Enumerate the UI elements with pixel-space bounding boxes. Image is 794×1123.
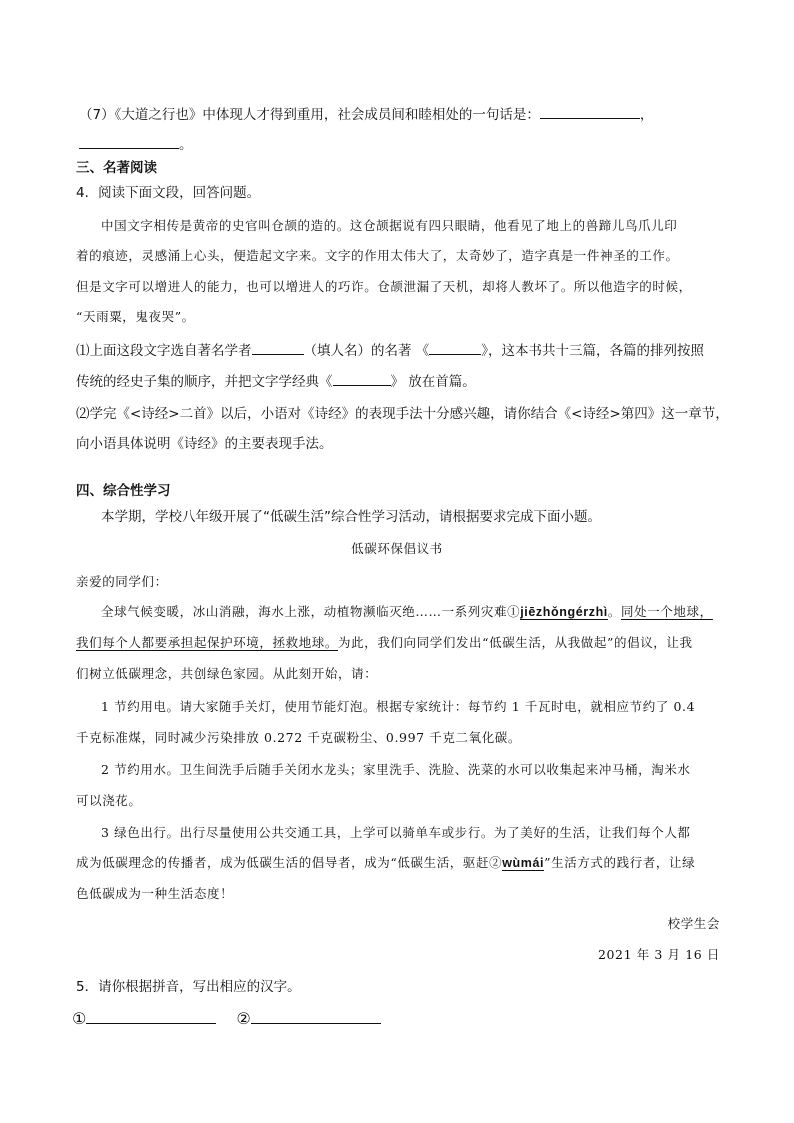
letter-title: 低碳环保倡议书 [351, 541, 443, 556]
q4-title: 4．阅读下面文段，回答问题。 [76, 185, 261, 201]
passage-line-2: 着的痕迹，灵感涌上心头，便造起文字来。文字的作用太伟大了，太奇妙了，造字真是一件神圣的工作。 [76, 248, 679, 263]
item3-mark-2: ② [489, 855, 503, 870]
letter-item3-line-3: 色低碳成为一种生活态度！ [76, 886, 234, 901]
sub1-part-2: （填人名）的名著 《 [303, 343, 430, 359]
passage-line-1: 中国文字相传是黄帝的史官叫仓颉的造的。这仓颉据说有四只眼睛，他看见了地上的兽蹄儿鸟爪儿印 [101, 218, 678, 233]
section4-heading: 四、综合性学习 [76, 483, 171, 499]
q4-sub2-line-2: 向小语具体说明《诗经》的主要表现手法。 [76, 436, 333, 452]
letter-date: 2021 年 3 月 16 日 [597, 947, 720, 962]
q7-line [79, 104, 653, 125]
letter-salutation: 亲爱的同学们： [76, 574, 168, 589]
p1-text-a: 全球气候变暖，冰山消融，海水上涨，动植物濒临灭绝……一系列灾难 [101, 604, 508, 619]
letter-item1-line-1: 1 节约用电。请大家随手关灯，使用节能灯泡。根据专家统计：每节约 1 千瓦时电，就相应节约了 0.4 [101, 699, 696, 714]
q5-blank-1[interactable] [86, 1007, 216, 1024]
sub1-blank-author[interactable] [252, 340, 304, 355]
sub1-part-5: 》 放在首篇。 [390, 374, 476, 390]
q7-line-2 [79, 134, 193, 155]
section3-heading: 三、名著阅读 [76, 160, 157, 176]
letter-p1-line-3: 们树立低碳理念，共创绿色家园。从此刻开始，请： [76, 666, 378, 681]
letter-p1-line-2 [76, 633, 693, 653]
letter-item2-line-2: 可以浇花。 [76, 793, 142, 808]
p1-underlined-2: 我们每个人都要承担起保护环境，拯救地球。 [76, 635, 339, 650]
item3-text-b2: ”生活方式的践行者，让绿 [544, 855, 696, 870]
q5-blank-2[interactable] [251, 1007, 381, 1024]
p1-underlined-1: 同处一个地球， [621, 604, 713, 619]
item3-text-b1: 成为低碳理念的传播者，成为低碳生活的倡导者，成为“低碳生活，驱赶 [76, 855, 490, 870]
letter-signature: 校学生会 [667, 916, 720, 931]
p1-text-b: 。 [607, 604, 621, 619]
q5-mark-1: ① [72, 1009, 87, 1028]
q7-blank-1[interactable] [540, 104, 640, 119]
q4-sub1-line-2 [76, 371, 476, 392]
letter-item1-line-2: 千克标准煤，同时减少污染排放 0.272 千克碳粉尘、0.997 千克二氧化碳。 [76, 730, 521, 745]
q5-answers [72, 1007, 381, 1030]
pinyin-2: wùmái [502, 856, 545, 870]
sub1-blank-classic[interactable] [333, 371, 391, 386]
section4-intro: 本学期，学校八年级开展了“低碳生活”综合性学习活动，请根据要求完成下面小题。 [101, 509, 601, 525]
sub1-part-1: ⑴上面这段文字选自著名学者 [76, 343, 252, 359]
sub1-blank-book[interactable] [429, 340, 481, 355]
passage-line-4: “天雨粟，鬼夜哭”。 [76, 309, 195, 324]
q5-mark-2: ② [236, 1009, 251, 1028]
q5-title: 5．请你根据拼音，写出相应的汉字。 [76, 979, 301, 995]
p1-mark-1: ① [507, 604, 521, 619]
q7-period: 。 [179, 137, 193, 153]
pinyin-1: jiēzhǒngérzhì [520, 605, 608, 619]
letter-item3-line-2 [76, 853, 695, 873]
passage-line-3: 但是文字可以增进人的能力，也可以增进人的巧诈。仓颉泄漏了天机，却将人教坏了。所以他造字的时候， [76, 279, 692, 294]
q7-blank-2[interactable] [79, 134, 179, 149]
letter-p1-line-1 [101, 602, 713, 622]
q4-sub2-line-1: ⑵学完《<诗经>二首》以后，小语对《诗经》的表现手法十分感兴趣，请你结合《<诗经>第四》这一章节， [76, 406, 729, 422]
q4-sub1-line-1 [76, 340, 704, 361]
sub1-part-3: 》，这本书共十三篇，各篇的排列按照 [481, 343, 705, 359]
letter-item3-line-1: 3 绿色出行。出行尽量使用公共交通工具，上学可以骑单车或步行。为了美好的生活，让我们每个人都 [101, 825, 691, 840]
q7-comma: ， [639, 107, 654, 123]
q7-text: （7）《大道之行也》中体现人才得到重用，社会成员间和睦相处的一句话是： [79, 107, 540, 123]
letter-item2-line-1: 2 节约用水。卫生间洗手后随手关闭水龙头；家里洗手、洗脸、洗菜的水可以收集起来冲马桶，淘米水 [101, 762, 691, 777]
sub1-part-4: 传统的经史子集的顺序，并把文字学经典《 [76, 374, 333, 390]
p1-text-c: 为此，我们向同学们发出“低碳生活，从我做起”的倡议，让我 [338, 635, 693, 650]
